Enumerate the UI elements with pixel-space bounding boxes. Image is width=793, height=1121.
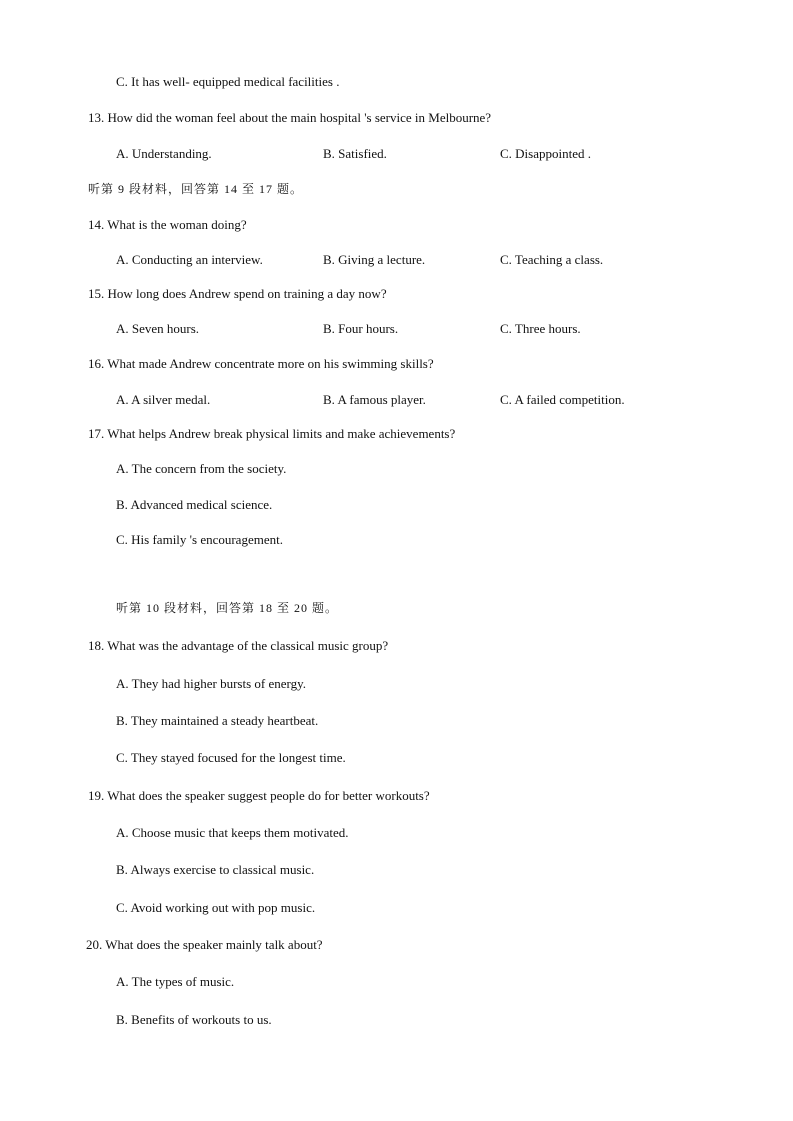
- q20-option-a: A. The types of music.: [116, 974, 235, 989]
- q19-question: 19. What does the speaker suggest people do for better workouts?: [88, 788, 430, 803]
- q16-option-b: B. A famous player.: [323, 392, 426, 407]
- q16-question: 16. What made Andrew concentrate more on his swimming skills?: [88, 356, 434, 371]
- q17-option-a: A. The concern from the society.: [116, 461, 287, 476]
- q20-option-b: B. Benefits of workouts to us.: [116, 1012, 272, 1027]
- q12-option-c: C. It has well- equipped medical facilities .: [116, 74, 340, 89]
- q16-option-c: C. A failed competition.: [500, 392, 625, 407]
- q18-option-a: A. They had higher bursts of energy.: [116, 676, 307, 691]
- q17-option-c: C. His family 's encouragement.: [116, 532, 283, 547]
- q14-option-b: B. Giving a lecture.: [323, 252, 426, 267]
- q13-option-b: B. Satisfied.: [323, 146, 387, 161]
- section-9-instruction: 听第 9 段材料，回答第 14 至 17 题。: [88, 182, 304, 196]
- q17-question: 17. What helps Andrew break physical limits and make achievements?: [88, 426, 456, 441]
- q15-option-c: C. Three hours.: [500, 321, 581, 336]
- q14-option-c: C. Teaching a class.: [500, 252, 604, 267]
- q14-question: 14. What is the woman doing?: [88, 217, 247, 232]
- q18-option-b: B. They maintained a steady heartbeat.: [116, 713, 319, 728]
- q13-option-a: A. Understanding.: [116, 146, 212, 161]
- q13-option-c: C. Disappointed .: [500, 146, 591, 161]
- q19-option-a: A. Choose music that keeps them motivated.: [116, 825, 349, 840]
- section-10-instruction: 听第 10 段材料，回答第 18 至 20 题。: [116, 601, 339, 615]
- q15-option-b: B. Four hours.: [323, 321, 399, 336]
- q15-question: 15. How long does Andrew spend on training a day now?: [88, 286, 387, 301]
- q19-option-b: B. Always exercise to classical music.: [116, 862, 315, 877]
- q13-question: 13. How did the woman feel about the main hospital 's service in Melbourne?: [88, 110, 492, 125]
- q16-option-a: A. A silver medal.: [116, 392, 211, 407]
- q18-option-c: C. They stayed focused for the longest time.: [116, 750, 346, 765]
- q19-option-c: C. Avoid working out with pop music.: [116, 900, 316, 915]
- q15-option-a: A. Seven hours.: [116, 321, 200, 336]
- q20-question: 20. What does the speaker mainly talk about?: [86, 937, 323, 952]
- q14-option-a: A. Conducting an interview.: [116, 252, 263, 267]
- q18-question: 18. What was the advantage of the classical music group?: [88, 638, 389, 653]
- q17-option-b: B. Advanced medical science.: [116, 497, 273, 512]
